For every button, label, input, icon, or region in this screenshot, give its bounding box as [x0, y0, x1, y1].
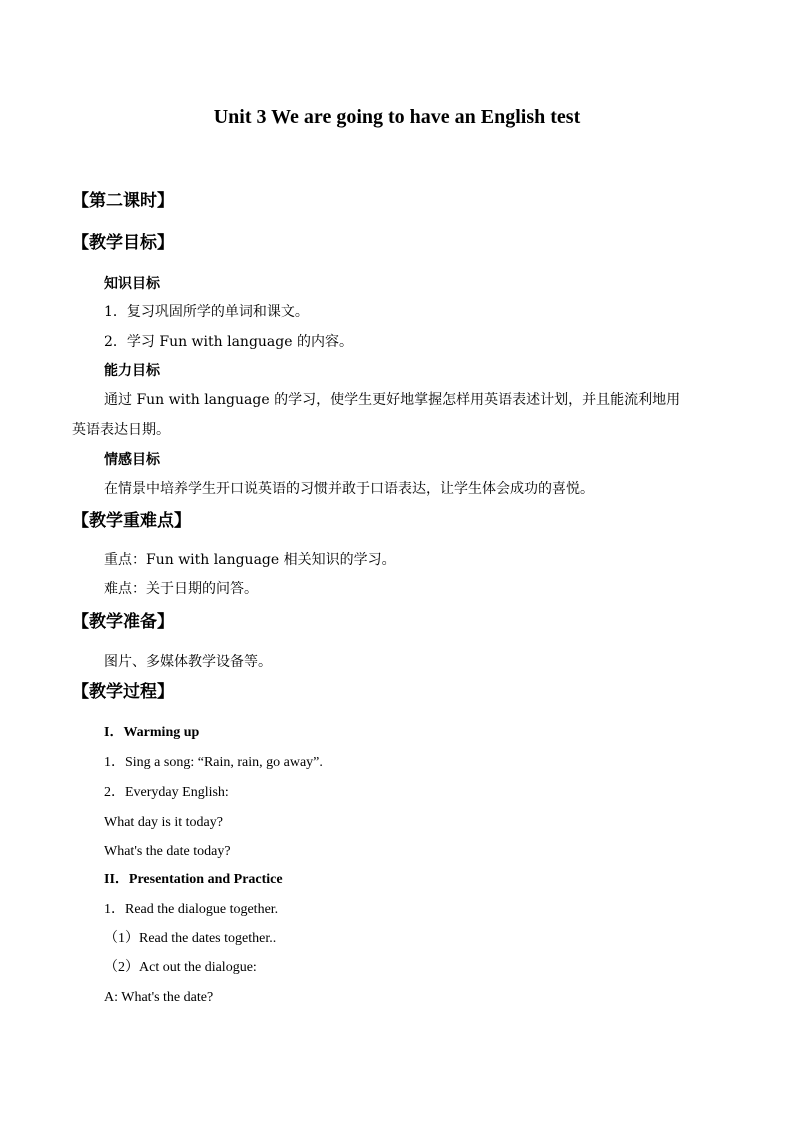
preparation-text: 图片、多媒体教学设备等。 — [104, 654, 272, 670]
key-point-focus: 重点：Fun with language 相关知识的学习。 — [104, 552, 396, 568]
knowledge-objective-title: 知识目标 — [104, 276, 160, 292]
process-step-2-dialogue-line-1: A: What's the date? — [104, 990, 214, 1005]
section-heading-key-points: 【教学重难点】 — [72, 511, 191, 531]
ability-objective-title: 能力目标 — [104, 363, 160, 379]
document-title: Unit 3 We are going to have an English test — [213, 106, 581, 128]
process-step-2-title: II．Presentation and Practice — [104, 872, 283, 887]
section-heading-preparation: 【教学准备】 — [72, 612, 174, 632]
process-step-1-item-2: 2．Everyday English: — [104, 785, 229, 800]
key-point-difficulty: 难点：关于日期的问答。 — [104, 581, 258, 597]
ability-objective-text-line-2: 英语表达日期。 — [72, 422, 170, 438]
process-step-1-question-1: What day is it today? — [104, 815, 223, 830]
process-step-1-item-1: 1．Sing a song: “Rain, rain, go away”. — [104, 755, 323, 770]
knowledge-objective-item-1: 1．复习巩固所学的单词和课文。 — [104, 304, 309, 320]
section-heading-process: 【教学过程】 — [72, 682, 174, 702]
process-step-1-question-2: What's the date today? — [104, 844, 231, 859]
emotion-objective-text: 在情景中培养学生开口说英语的习惯并敢于口语表达，让学生体会成功的喜悦。 — [104, 481, 594, 497]
section-heading-objectives: 【教学目标】 — [72, 233, 174, 253]
process-step-2-subitem-2: （2）Act out the dialogue: — [104, 960, 257, 975]
knowledge-objective-item-2: 2．学习 Fun with language 的内容。 — [104, 334, 353, 350]
ability-objective-text-line-1: 通过 Fun with language 的学习，使学生更好地掌握怎样用英语表述计划，并且能流利地用 — [104, 392, 681, 408]
process-step-2-item-1: 1．Read the dialogue together. — [104, 902, 279, 917]
section-heading-period: 【第二课时】 — [72, 191, 174, 211]
process-step-1-title: I．Warming up — [104, 725, 200, 740]
emotion-objective-title: 情感目标 — [104, 452, 160, 468]
process-step-2-subitem-1: （1）Read the dates together.. — [104, 931, 277, 946]
